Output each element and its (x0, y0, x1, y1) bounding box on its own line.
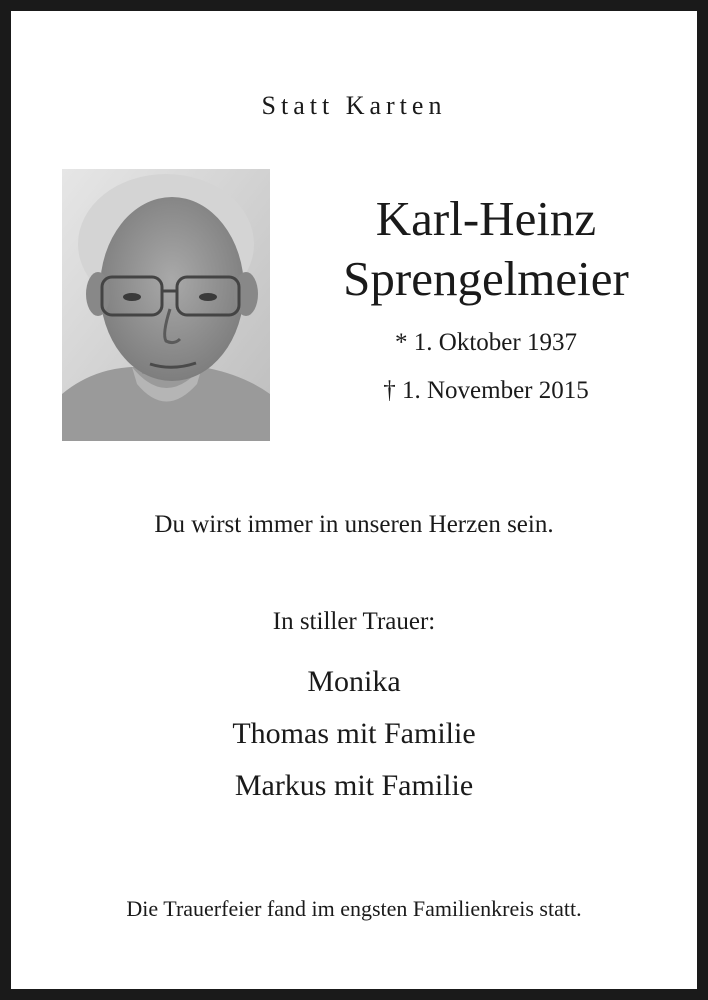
mourners-list (11, 656, 697, 812)
mourner-name: Markus mit Familie (234, 769, 474, 802)
mourning-label: In stiller Trauer: (272, 608, 436, 635)
mourner-name: Monika (307, 665, 401, 698)
portrait-photo (62, 169, 270, 441)
death-date: † 1. November 2015 (383, 377, 589, 404)
last-name: Sprengelmeier (343, 251, 629, 306)
birth-date: * 1. Oktober 1937 (395, 329, 577, 356)
first-name: Karl-Heinz (375, 191, 597, 246)
mourner-name: Thomas mit Familie (232, 717, 476, 750)
memorial-quote: Du wirst immer in unseren Herzen sein. (154, 511, 554, 538)
funeral-note: Die Trauerfeier fand im engsten Familienkreis statt. (126, 896, 582, 921)
name-block (276, 189, 696, 309)
header-statt-karten: Statt Karten (261, 91, 447, 120)
